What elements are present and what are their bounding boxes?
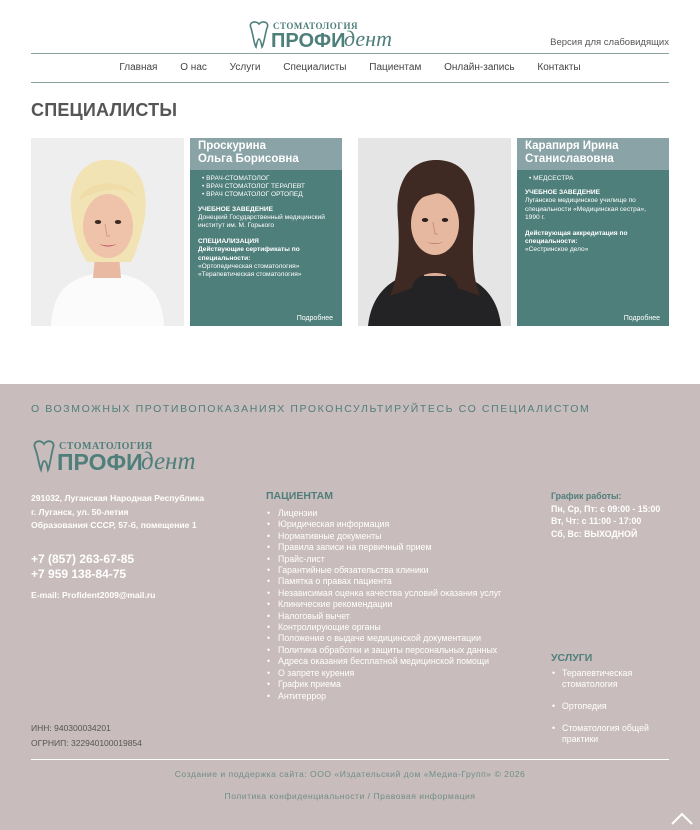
education-text: Донецкий Государственный медицинский институт им. М. Горького (198, 213, 325, 230)
nav-item-services[interactable]: Услуги (229, 62, 261, 73)
footer-link[interactable]: • Гарантийные обязательства клиники (266, 565, 511, 576)
footer-link[interactable]: • Правила записи на первичный прием (266, 542, 511, 553)
nav-item-contacts[interactable]: Контакты (537, 62, 581, 73)
svg-text:СТОМАТОЛОГИЯ: СТОМАТОЛОГИЯ (273, 21, 358, 31)
nav-item-specialists[interactable]: Специалисты (283, 62, 347, 73)
specialist-roles (529, 175, 661, 183)
specialist-name: Карапиря Ирина Станиславовна (517, 138, 669, 170)
specialist-info (517, 138, 669, 326)
svg-text:дент: дент (141, 448, 196, 473)
accessibility-link[interactable]: Версия для слабовидящих (550, 37, 669, 48)
accreditation-label: Действующая аккредитация по специальности: (525, 230, 628, 246)
more-link[interactable]: Подробнее (296, 315, 333, 322)
specialist-card[interactable] (358, 138, 669, 326)
service-link[interactable]: • Терапевтическая стоматология (551, 668, 671, 690)
footer-link[interactable]: • Юридическая информация (266, 519, 511, 530)
footer-link[interactable]: • Адреса оказания бесплатной медицинской помощи (266, 656, 511, 667)
role-item: • ВРАЧ СТОМАТОЛОГ ТЕРАПЕВТ (202, 183, 334, 191)
phone-link[interactable]: +7 959 138-84-75 (31, 567, 127, 581)
email-link[interactable]: E-mail: Profident2009@mail.ru (31, 590, 156, 600)
phone-link[interactable]: +7 (857) 263-67-85 (31, 552, 135, 566)
certificates-label: Действующие сертификаты по специальности: (198, 246, 300, 262)
legal-links[interactable]: Политика конфиденциальности / Правовая информация (224, 791, 476, 801)
clinic-address: 291032, Луганская Народная Республика г. Луганск, ул. 50-летия Образования СССР, 57-б, помещение 1 (31, 493, 205, 530)
role-item: • ВРАЧ-СТОМАТОЛОГ (202, 175, 334, 183)
more-link[interactable]: Подробнее (623, 315, 660, 322)
specialist-photo[interactable] (358, 138, 511, 326)
footer-link[interactable]: • О запрете курения (266, 668, 511, 679)
footer-link[interactable]: • Памятка о правах пациента (266, 576, 511, 587)
main-nav (31, 62, 669, 73)
patients-links (266, 508, 511, 702)
work-schedule: График работы: Пн, Ср, Пт: с 09:00 - 15:00 Вт, Чт: с 11:00 - 17:00 Сб, Вс: ВЫХОДНОЙ (551, 491, 661, 539)
footer-link[interactable]: • Прайс-лист (266, 554, 511, 565)
specialist-photo[interactable] (31, 138, 184, 326)
nav-divider (31, 82, 669, 83)
services-heading: УСЛУГИ (551, 652, 593, 664)
footer-link[interactable]: • Положение о выдаче медицинской документации (266, 633, 511, 644)
footer-link[interactable]: • Клинические рекомендации (266, 599, 511, 610)
role-item: • ВРАЧ СТОМАТОЛОГ ОРТОПЕД (202, 191, 334, 199)
specialist-name: Проскурина Ольга Борисовна (190, 138, 342, 170)
site-credits[interactable]: Создание и поддержка сайта: ООО «Издательский дом «Медиа-Групп» © 2026 (174, 769, 526, 779)
services-links (551, 668, 671, 756)
specialist-info (190, 138, 342, 326)
accreditation-text: «Сестринское дело» (525, 246, 589, 254)
education-text: Луганское медицинское училище по специальности «Медицинская сестра», 1990 г. (525, 197, 646, 221)
nav-item-about[interactable]: О нас (180, 62, 207, 73)
certificates-text: «Ортопедическая стоматология» «Терапевтическая стоматология» (198, 262, 302, 279)
nav-item-patients[interactable]: Пациентам (369, 62, 422, 73)
page-title: СПЕЦИАЛИСТЫ (31, 100, 178, 120)
footer-link[interactable]: • График приема (266, 679, 511, 690)
footer-link[interactable]: • Независимая оценка качества условий оказания услуг (266, 588, 511, 599)
footer-link[interactable]: • Налоговый вычет (266, 611, 511, 622)
service-link[interactable]: • Ортопедия (551, 701, 671, 712)
phone-numbers (31, 552, 134, 582)
contraindications-warning: О ВОЗМОЖНЫХ ПРОТИВОПОКАЗАНИЯХ ПРОКОНСУЛЬТИРУЙТЕСЬ СО СПЕЦИАЛИСТОМ (31, 403, 591, 415)
site-header (31, 0, 669, 84)
footer-logo[interactable] (31, 437, 221, 473)
schedule-title: График работы: (551, 491, 622, 501)
footer-link[interactable]: • Контролирующие органы (266, 622, 511, 633)
footer-link[interactable]: • Политика обработки и защиты персональных данных (266, 645, 511, 656)
nav-item-online-booking[interactable]: Онлайн-запись (444, 62, 515, 73)
ogrnip-text: ОГРНИП: 322940100019854 (31, 737, 142, 748)
legal-ids (31, 721, 142, 750)
specialist-roles (202, 175, 334, 200)
footer-link[interactable]: • Антитеррор (266, 691, 511, 702)
role-item: • МЕДСЕСТРА (529, 175, 661, 183)
scroll-top-icon[interactable] (670, 810, 694, 826)
svg-text:ПРОФИ: ПРОФИ (271, 30, 346, 50)
specialization-label: СПЕЦИАЛИЗАЦИЯ (198, 238, 259, 246)
education-label: УЧЕБНОЕ ЗАВЕДЕНИЕ (525, 189, 601, 197)
footer-link[interactable]: • Нормативные документы (266, 531, 511, 542)
site-footer (0, 384, 700, 830)
footer-divider (31, 759, 669, 760)
svg-text:дент: дент (344, 26, 392, 50)
nav-item-home[interactable]: Главная (119, 62, 158, 73)
svg-text:СТОМАТОЛОГИЯ: СТОМАТОЛОГИЯ (59, 441, 153, 452)
patients-heading: ПАЦИЕНТАМ (266, 490, 334, 502)
education-label: УЧЕБНОЕ ЗАВЕДЕНИЕ (198, 205, 274, 213)
header-divider (31, 53, 669, 54)
svg-text:ПРОФИ: ПРОФИ (57, 449, 143, 473)
site-logo[interactable] (247, 18, 417, 50)
inn-text: ИНН: 940300034201 (31, 723, 111, 733)
footer-link[interactable]: • Лицензии (266, 508, 511, 519)
specialist-card[interactable] (31, 138, 342, 326)
service-link[interactable]: • Стоматология общей практики (551, 723, 671, 745)
